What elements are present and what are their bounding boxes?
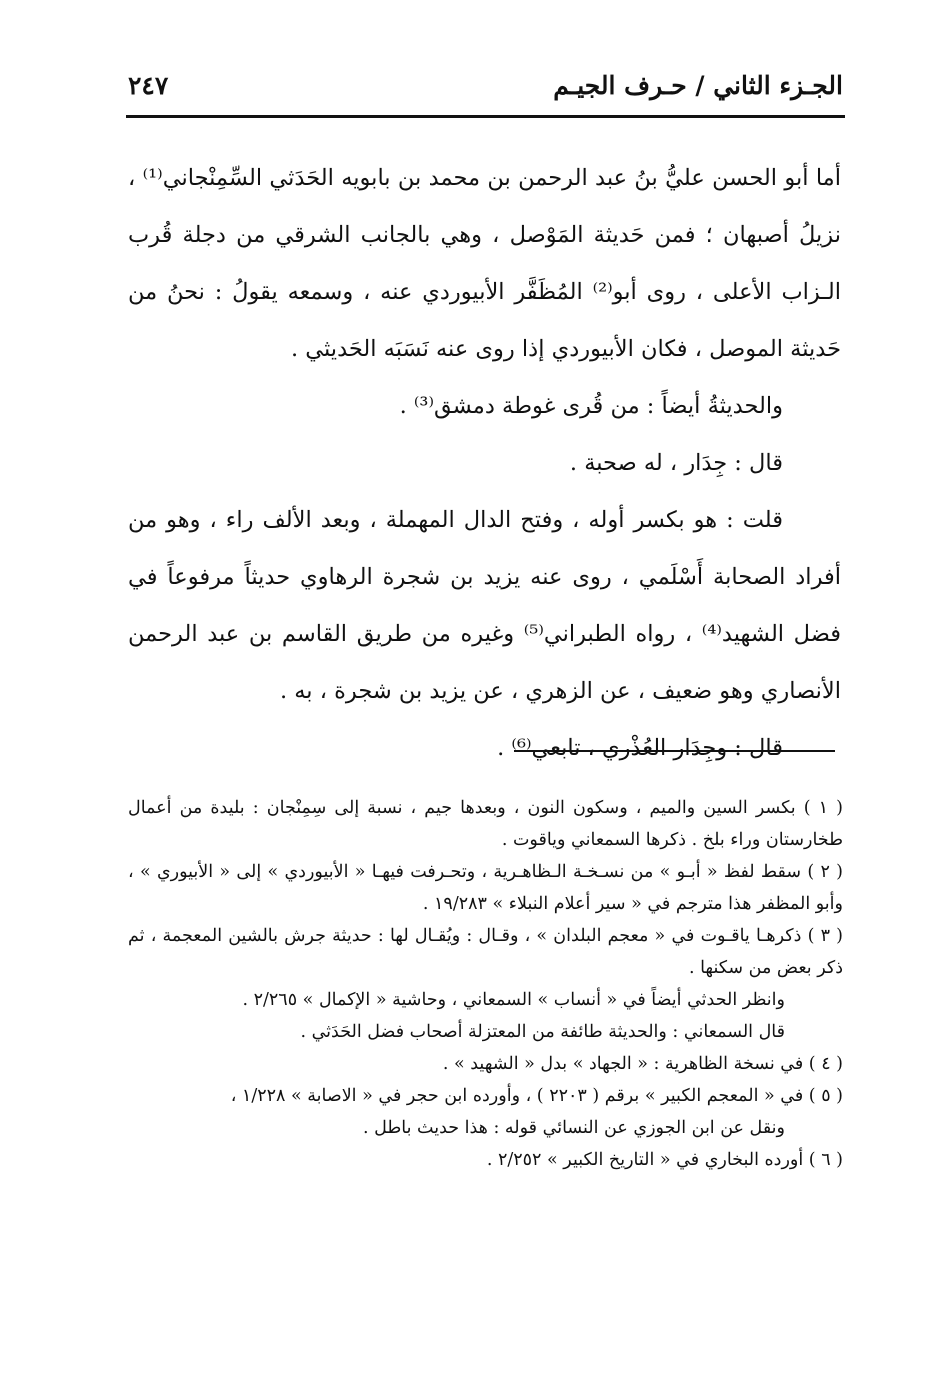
footnote-3-note-b: قال السمعاني : والحديثة طائفة من المعتزلة أصحاب فضل الحَدَثي . — [300, 1022, 785, 1042]
footnote-separator — [514, 750, 835, 752]
footnote-3-note-a: وانظر الحدثي أيضاً في « أنساب » السمعاني ، وحاشية « الإكمال » ٢/٢٦٥ . — [242, 990, 785, 1010]
footnotes — [128, 792, 843, 1176]
main-text — [128, 150, 841, 777]
paragraph-1: أما أبو الحسن عليُّ بنُ عبد الرحمن بن محمد بن بابويه الحَدَثي السِّمِنْجاني⁽¹⁾ ، نزيلُ أصبهان ؛ فمن حَديثة المَوْصل ، وهي بالجانب الشرقي من دجلة قُرب الـزاب الأعلى ، روى أبو⁽²⁾ المُظَفَّر الأبيوردي عنه ، وسمعه يقولُ : نحنُ من حَديثة الموصل ، فكان الأبيوردي إذا روى عنه نَسَبَه الحَديثي . — [128, 165, 841, 362]
footnote-3: ( ٣ ) ذكرهـا ياقـوت في « معجم البلدان » ، وقـال : ويُقـال لها : حديثة جرش بالشين المعجمة ، ثم ذكر بعض من سكنها . — [128, 926, 843, 978]
paragraph-2: والحديثةُ أيضاً : من قُرى غوطة دمشق⁽³⁾ . — [399, 393, 783, 419]
header-rule — [126, 115, 845, 118]
page-number: ٢٤٧ — [128, 70, 169, 100]
footnote-5: ( ٥ ) في « المعجم الكبير » برقم ( ٢٢٠٣ ) ، وأورده ابن حجر في « الاصابة » ١/٢٢٨ ، — [230, 1086, 843, 1106]
footnote-5-continuation: ونقل عن ابن الجوزي عن النسائي قوله : هذا حديث باطل . — [362, 1118, 785, 1138]
footnote-6: ( ٦ ) أورده البخاري في « التاريخ الكبير » ٢/٢٥٢ . — [486, 1150, 843, 1170]
footnote-1: ( ١ ) بكسر السين والميم ، وسكون النون ، وبعدها جيم ، نسبة إلى سِمِنْجان : بليدة من أعمال طخارستان وراء بلخ . ذكرها السمعاني وياقوت . — [128, 798, 844, 850]
footnote-2: ( ٢ ) سقط لفظ « أبـو » من نسـخـة الـظاهـرية ، وتحـرفت فيهـا « الأبيوردي » إلى « الأبيوري » ، وأبو المظفر هذا مترجم في « سير أعلام النبلاء » ١٩/٢٨٣ . — [128, 862, 844, 914]
paragraph-5: قال : وجِدَار العُذْري ، تابعي⁽⁶⁾ . — [497, 735, 783, 761]
footnote-4: ( ٤ ) في نسخة الظاهرية : « الجهاد » بدل « الشهيد » . — [442, 1054, 843, 1074]
paragraph-4: قلت : هو بكسر أوله ، وفتح الدال المهملة ، وبعد الألف راء ، وهو من أفراد الصحابة أَسْلَمي ، روى عنه يزيد بن شجرة الرهاوي حديثاً مرفوعاً في فضل الشهيد⁽⁴⁾ ، رواه الطبراني⁽⁵⁾ وغيره من طريق القاسم بن عبد الرحمن الأنصاري وهو ضعيف ، عن الزهري ، عن يزيد بن شجرة ، به . — [128, 507, 841, 704]
running-head: الجـزء الثاني / حـرف الجيـم — [553, 70, 843, 100]
page-header — [128, 62, 843, 108]
paragraph-3: قال : جِدَار ، له صحبة . — [569, 450, 783, 476]
